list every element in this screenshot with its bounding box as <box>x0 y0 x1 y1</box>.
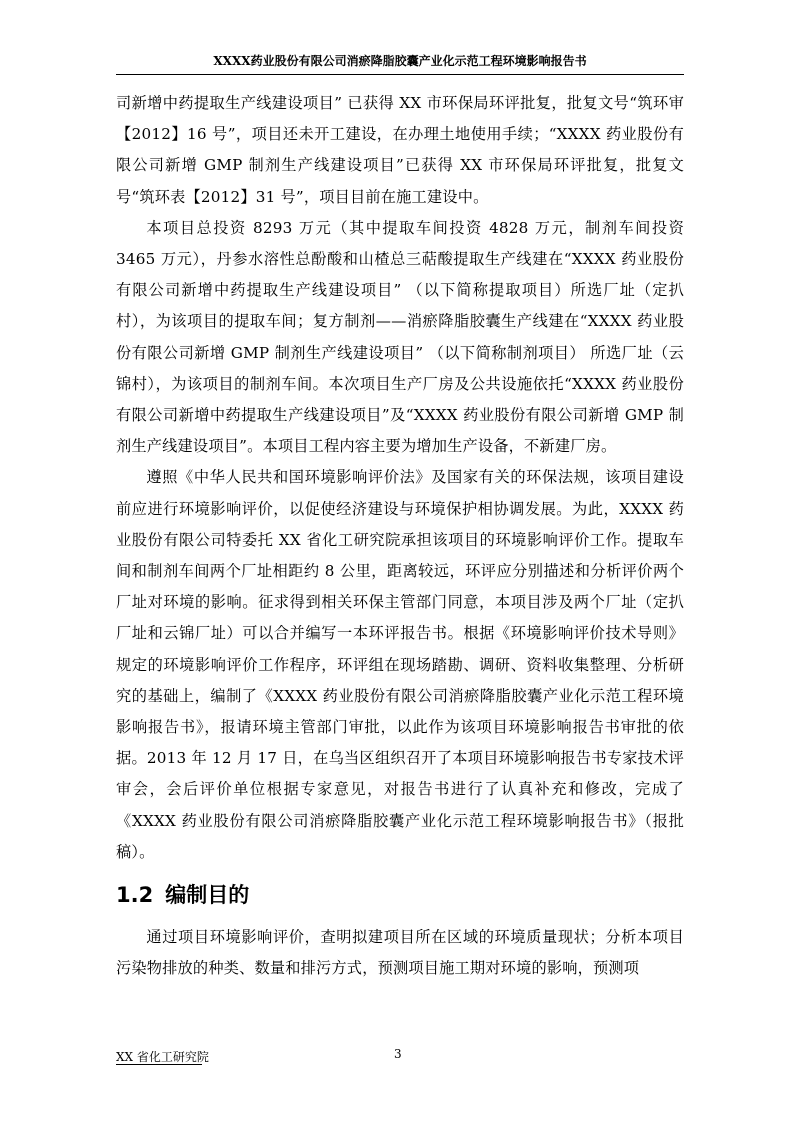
footer-underline <box>116 1064 202 1065</box>
paragraph-purpose: 通过项目环境影响评价，查明拟建项目所在区域的环境质量现状；分析本项目污染物排放的种类、数量和排污方式，预测项目施工期对环境的影响，预测项 <box>116 928 684 978</box>
paragraph-continued: 司新增中药提取生产线建设项目” 已获得 XX 市环保局环评批复，批复文号“筑环审【2012】16 号”，项目还未开工建设，在办理土地使用手续；“XXXX 药业股份有限公司新增 GMP 制剂生产线建设项目”已获得 XX 市环保局环评批复，批复文号“筑环表【2012】31 号”，项目目前在施工建设中。 <box>116 94 684 206</box>
footer-organization: XX 省化工研究院 <box>116 1050 209 1064</box>
page-number: 3 <box>394 1047 402 1061</box>
header-rule <box>116 74 684 75</box>
section-heading <box>116 872 684 918</box>
section-title: 编制目的 <box>165 883 250 908</box>
paragraph-legal-basis: 遵照《中华人民共和国环境影响评价法》及国家有关的环保法规，该项目建设前应进行环境影响评价，以促使经济建设与环境保护相协调发展。为此，XXXX 药业股份有限公司特委托 XX 省化工研究院承担该项目的环境影响评价工作。提取车间和制剂车间两个厂址相距约 8 公里，距离较远，环评应分别描述和分析评价两个厂址对环境的影响。征求得到相关环保主管部门同意，本项目涉及两个厂址（定扒厂址和云锦厂址）可以合并编写一本环评报告书。根据《环境影响评价技术导则》规定的环境影响评价工作程序，环评组在现场踏勘、调研、资料收集整理、分析研究的基础上，编制了《XXXX 药业股份有限公司消瘀降脂胶囊产业化示范工程环境影响报告书》，报请环境主管部门审批，以此作为该项目环境影响报告书审批的依据。2013 年 12 月 17 日，在乌当区组织召开了本项目环境影响报告书专家技术评审会，会后评价单位根据专家意见，对报告书进行了认真补充和修改，完成了《XXXX 药业股份有限公司消瘀降脂胶囊产业化示范工程环境影响报告书》（报批稿）。 <box>116 468 684 861</box>
document-body <box>116 88 684 984</box>
paragraph-investment: 本项目总投资 8293 万元（其中提取车间投资 4828 万元，制剂车间投资 3465 万元），丹参水溶性总酚酸和山楂总三萜酸提取生产线建在“XXXX 药业股份有限公司新增中药提取生产线建设项目” （以下简称提取项目）所选厂址（定扒村），为该项目的提取车间；复方制剂——消瘀降脂胶囊生产线建在“XXXX 药业股份有限公司新增 GMP 制剂生产线建设项目” （以下简称制剂项目） 所选厂址（云锦村），为该项目的制剂车间。本次项目生产厂房及公共设施依托“XXXX 药业股份有限公司新增中药提取生产线建设项目”及“XXXX 药业股份有限公司新增 GMP 制剂生产线建设项目”。本项目工程内容主要为增加生产设备，不新建厂房。 <box>116 218 684 456</box>
running-header: XXXX药业股份有限公司消瘀降脂胶囊产业化示范工程环境影响报告书 <box>213 54 587 68</box>
section-number: 1.2 <box>116 883 154 908</box>
